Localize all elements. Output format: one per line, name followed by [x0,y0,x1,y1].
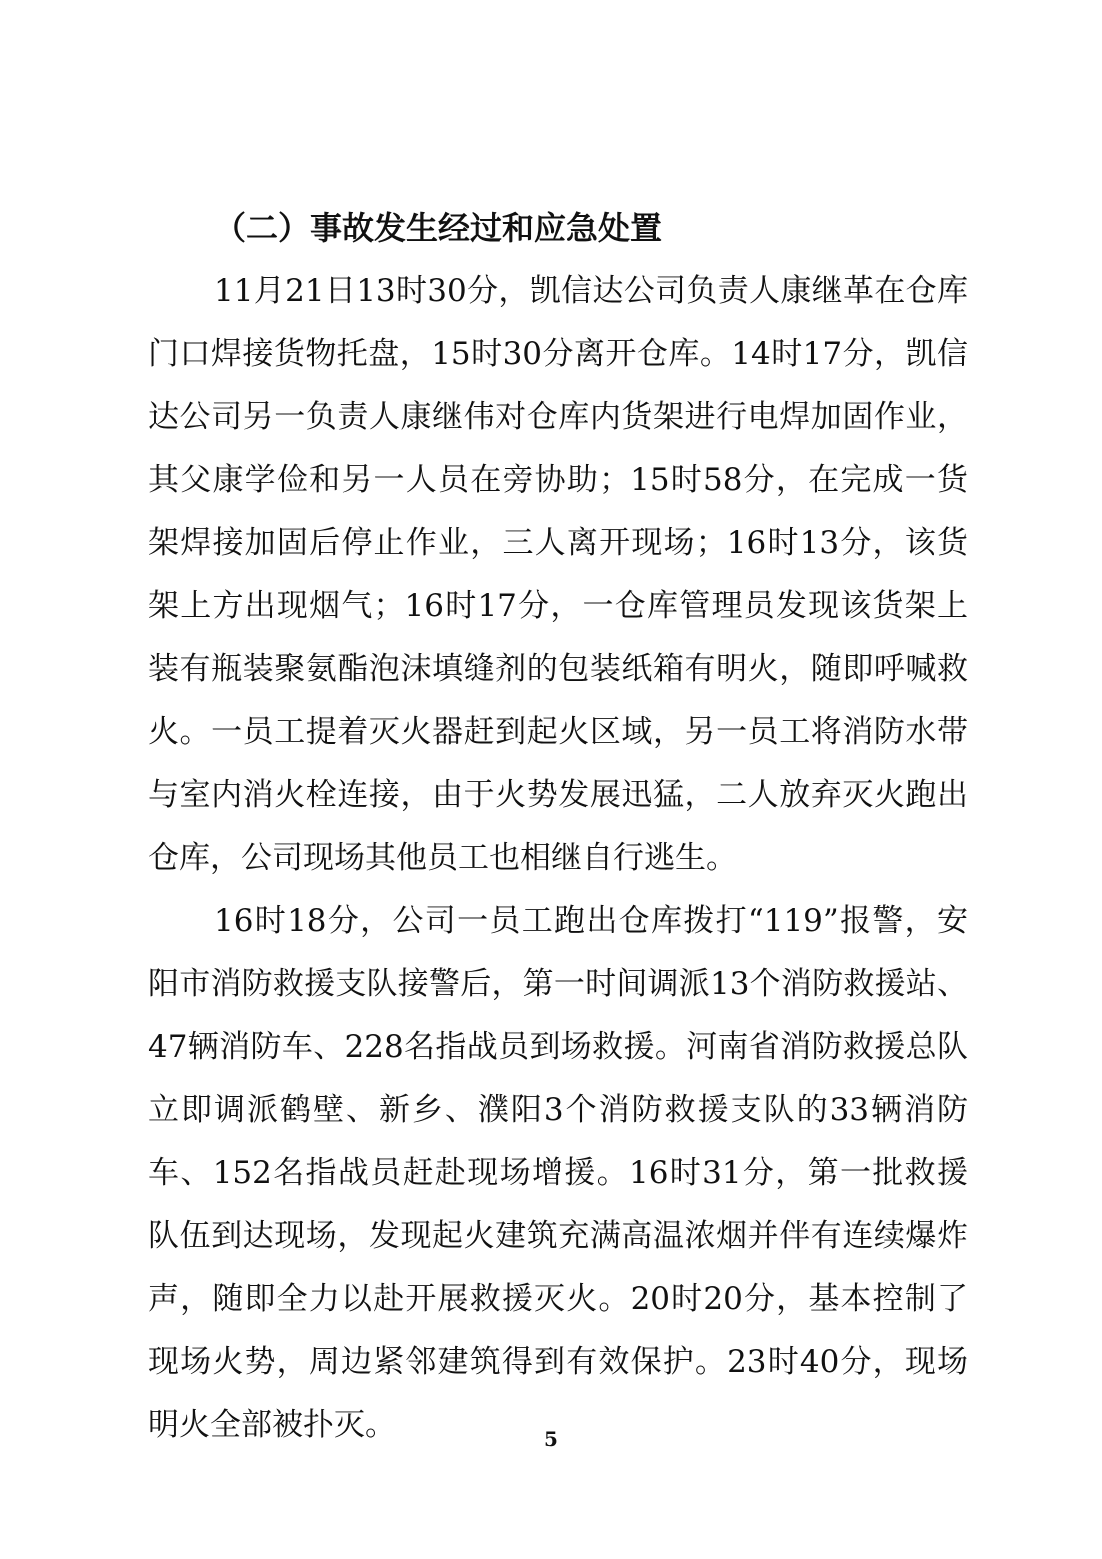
page-number: 5 [544,1427,558,1451]
section-heading: （二）事故发生经过和应急处置 [214,209,663,247]
paragraph-emergency-response: 16时18分，公司一员工跑出仓库拨打“119”报警，安阳市消防救援支队接警后，第一时间调派13个消防救援站、47辆消防车、228名指战员到场救援。河南省消防救援总队立即调派鹤壁、新乡、濮阳3个消防救援支队的33辆消防车、152名指战员赶赴现场增援。16时31分，第一批救援队伍到达现场，发现起火建筑充满高温浓烟并伴有连续爆炸声，随即全力以赴开展救援灭火。20时20分，基本控制了现场火势，周边紧邻建筑得到有效保护。23时40分，现场明火全部被扑灭。 [148,903,968,1443]
paragraph-incident-timeline: 11月21日13时30分，凯信达公司负责人康继革在仓库门口焊接货物托盘，15时30分离开仓库。14时17分，凯信达公司另一负责人康继伟对仓库内货架进行电焊加固作业，其父康学俭和另一人员在旁协助；15时58分，在完成一货架焊接加固后停止作业，三人离开现场；16时13分，该货架上方出现烟气；16时17分，一仓库管理员发现该货架上装有瓶装聚氨酯泡沫填缝剂的包装纸箱有明火，随即呼喊救火。一员工提着灭火器赶到起火区域，另一员工将消防水带与室内消火栓连接，由于火势发展迅猛，二人放弃灭火跑出仓库，公司现场其他员工也相继自行逃生。 [148,273,968,876]
document-body [148,197,968,1457]
